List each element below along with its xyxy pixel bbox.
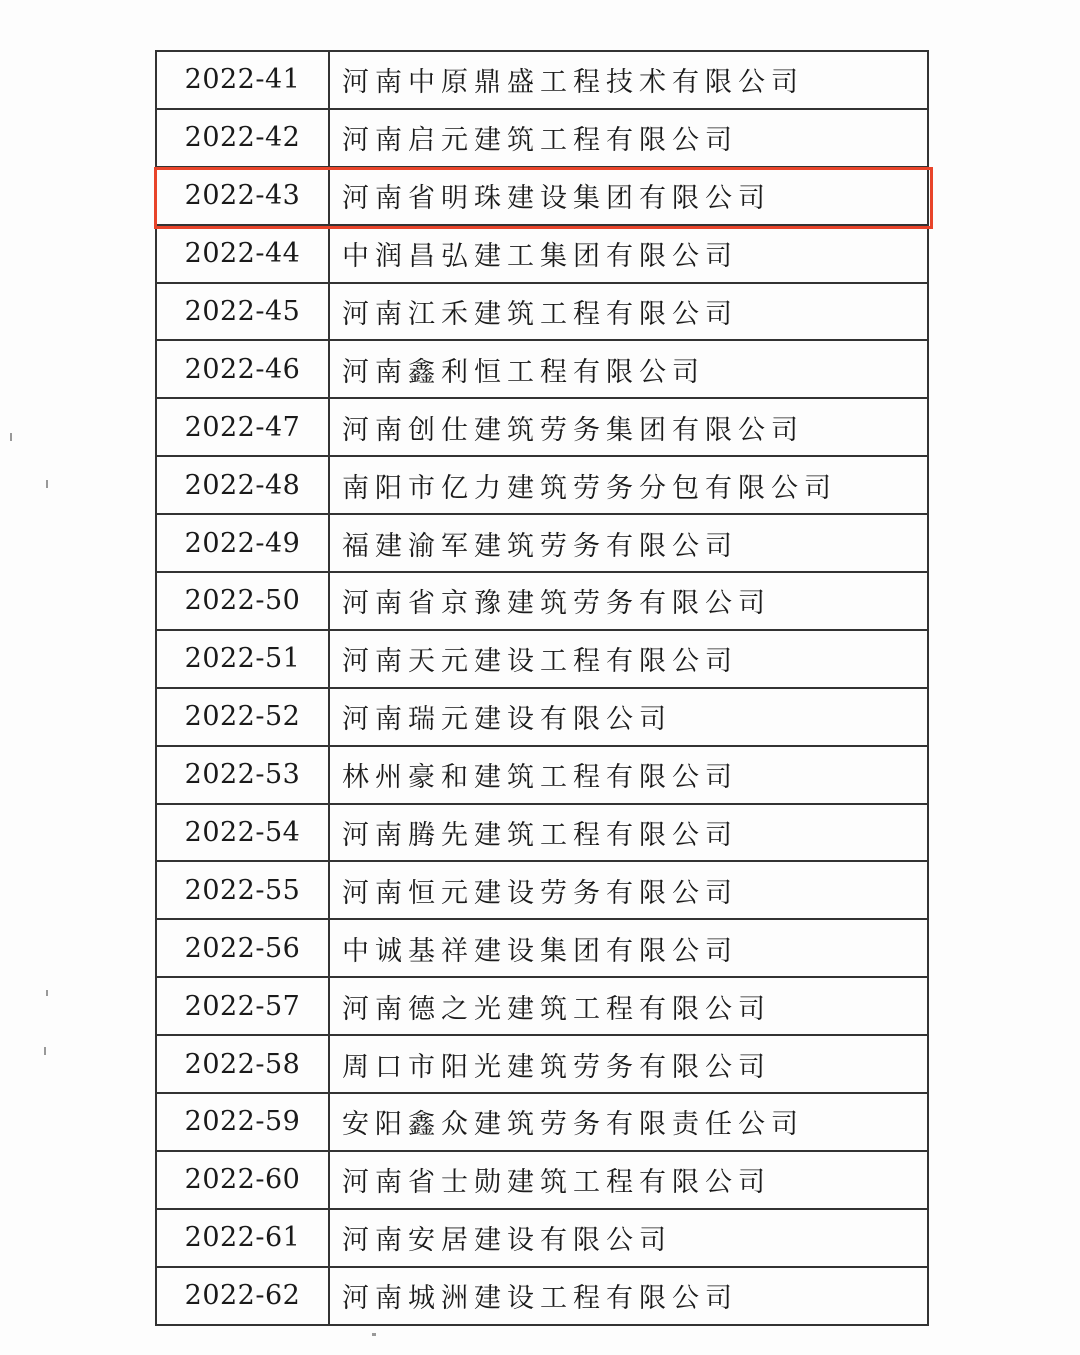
row-id: 2022-61 [157, 1210, 330, 1266]
company-name: 河南省京豫建筑劳务有限公司 [342, 588, 771, 620]
company-name: 福建渝军建筑劳务有限公司 [342, 530, 738, 562]
row-id: 2022-47 [157, 399, 330, 455]
company-name: 中诚基祥建设集团有限公司 [342, 935, 738, 967]
row-id: 2022-59 [157, 1094, 330, 1150]
scan-speck [372, 1333, 376, 1336]
table-row [157, 1036, 927, 1094]
company-name: 河南省士勋建筑工程有限公司 [342, 1167, 771, 1199]
row-id: 2022-54 [157, 805, 330, 861]
company-name: 河南城洲建设工程有限公司 [342, 1283, 738, 1315]
row-id: 2022-57 [157, 978, 330, 1034]
table-row [157, 689, 927, 747]
table-row [157, 862, 927, 920]
row-id: 2022-55 [157, 862, 330, 918]
table-row [157, 52, 927, 110]
scan-speck [46, 480, 48, 488]
table-row [157, 341, 927, 399]
table-row [157, 920, 927, 978]
row-id: 2022-53 [157, 747, 330, 803]
table-row-highlighted [157, 168, 927, 226]
company-name: 河南中原鼎盛工程技术有限公司 [342, 67, 804, 99]
table-row [157, 457, 927, 515]
table-row [157, 631, 927, 689]
table-row [157, 399, 927, 457]
company-name: 林州豪和建筑工程有限公司 [342, 762, 738, 794]
row-id: 2022-44 [157, 226, 330, 282]
row-id: 2022-58 [157, 1036, 330, 1092]
table-row [157, 226, 927, 284]
company-table [155, 50, 929, 1326]
row-id: 2022-60 [157, 1152, 330, 1208]
row-id: 2022-42 [157, 110, 330, 166]
table-row [157, 1268, 927, 1326]
company-name: 南阳市亿力建筑劳务分包有限公司 [342, 472, 837, 504]
company-name: 河南安居建设有限公司 [342, 1225, 672, 1257]
company-name: 河南省明珠建设集团有限公司 [342, 183, 771, 215]
scan-speck [44, 1047, 46, 1055]
row-id: 2022-51 [157, 631, 330, 687]
company-name: 河南鑫利恒工程有限公司 [342, 356, 705, 388]
table-row [157, 747, 927, 805]
table-row [157, 978, 927, 1036]
company-name: 河南瑞元建设有限公司 [342, 704, 672, 736]
row-id: 2022-46 [157, 341, 330, 397]
table-row [157, 515, 927, 573]
table-row [157, 1094, 927, 1152]
company-name: 周口市阳光建筑劳务有限公司 [342, 1051, 771, 1083]
row-id: 2022-45 [157, 284, 330, 340]
company-name: 河南腾先建筑工程有限公司 [342, 820, 738, 852]
company-name: 中润昌弘建工集团有限公司 [342, 241, 738, 273]
company-name: 河南创仕建筑劳务集团有限公司 [342, 414, 804, 446]
row-id: 2022-56 [157, 920, 330, 976]
table-row [157, 110, 927, 168]
table-row [157, 1210, 927, 1268]
row-id: 2022-62 [157, 1268, 330, 1324]
company-name: 河南江禾建筑工程有限公司 [342, 299, 738, 330]
table-row [157, 284, 927, 342]
company-name: 河南天元建设工程有限公司 [342, 646, 738, 678]
scan-speck [46, 990, 48, 996]
scan-speck [10, 433, 12, 441]
table-row [157, 805, 927, 863]
row-id: 2022-41 [157, 52, 330, 108]
row-id: 2022-49 [157, 515, 330, 571]
company-name: 河南德之光建筑工程有限公司 [342, 993, 771, 1025]
table-row [157, 1152, 927, 1210]
table-row [157, 573, 927, 631]
company-name: 河南启元建筑工程有限公司 [342, 125, 738, 157]
row-id: 2022-48 [157, 457, 330, 513]
row-id: 2022-52 [157, 689, 330, 745]
company-name: 安阳鑫众建筑劳务有限责任公司 [342, 1109, 804, 1141]
row-id: 2022-43 [157, 168, 330, 224]
company-name: 河南恒元建设劳务有限公司 [342, 877, 738, 909]
row-id: 2022-50 [157, 573, 330, 629]
